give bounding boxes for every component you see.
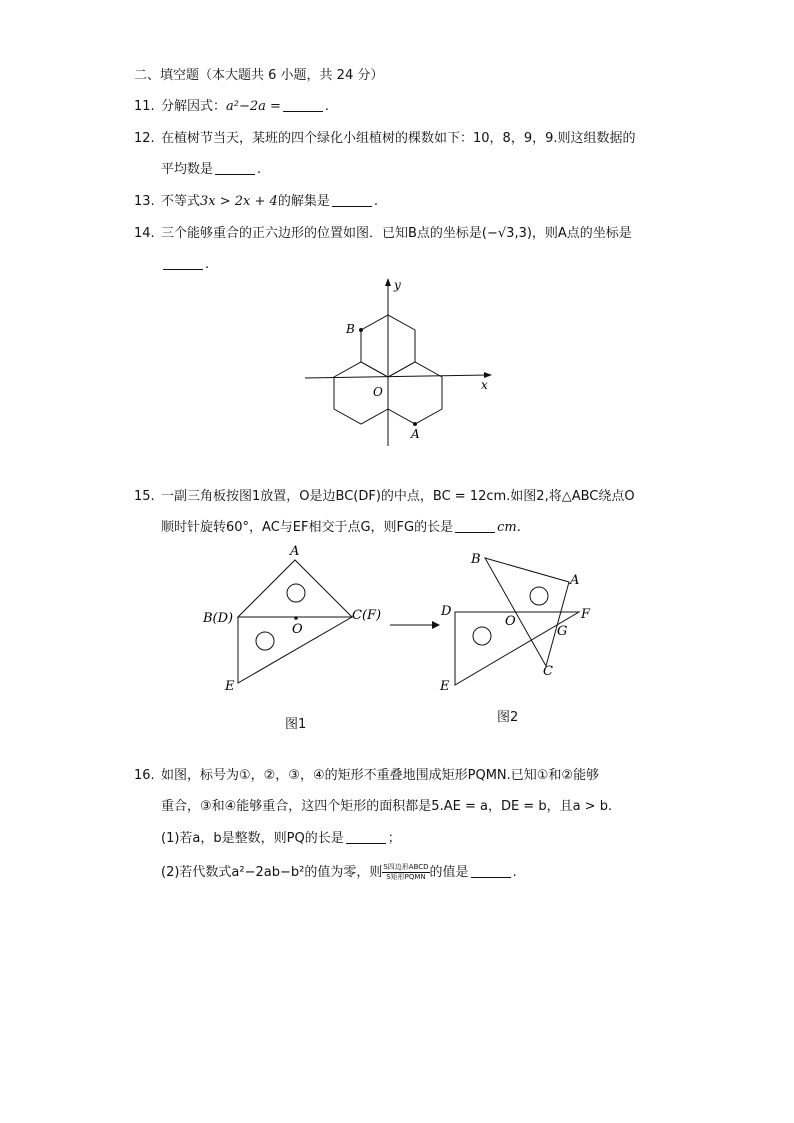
x-axis [305, 375, 488, 378]
hexagon-figure [300, 276, 500, 446]
fraction-denominator: S矩形PQMN [386, 873, 426, 881]
label-a: A [290, 544, 300, 559]
answer-blank[interactable] [346, 830, 386, 844]
question-number: 14. [134, 226, 155, 241]
label-d: D [441, 604, 452, 619]
question-text: 一副三角板按图1放置，O是边BC(DF)的中点，BC = 12cm.如图2,将△ABC绕点O [161, 489, 635, 504]
triangle-abc [238, 560, 352, 617]
section-title: 二、填空题（本大题共 6 小题，共 24 分） [134, 68, 384, 83]
question-12 [134, 130, 636, 148]
question-12-line2 [161, 161, 261, 179]
question-text: 的解集是 [277, 194, 330, 209]
answer-blank[interactable] [163, 256, 203, 270]
answer-blank[interactable] [471, 864, 511, 878]
label-b: B [471, 552, 481, 567]
point-a-label: A [411, 427, 420, 441]
question-16 [134, 767, 599, 785]
question-text: 在植树节当天，某班的四个绿化小组植树的棵数如下：10，8，9，9.则这组数据的 [161, 131, 636, 146]
punctuation: . [205, 257, 210, 272]
x-label: x [481, 378, 488, 392]
hole-circle-bottom [256, 632, 274, 650]
question-text: 不等式 [161, 194, 201, 209]
answer-blank[interactable] [332, 193, 372, 207]
question-13 [134, 193, 378, 211]
question-14 [134, 225, 632, 243]
question-16-part2 [161, 863, 517, 882]
point-a-dot [413, 422, 417, 426]
question-text: 顺时针旋转60°，AC与EF相交于点G，则FG的长是 [161, 520, 454, 535]
question-15-line2 [161, 519, 521, 537]
question-number: 16. [134, 768, 155, 783]
triangle-figure-2 [436, 545, 606, 695]
question-number: 15. [134, 489, 155, 504]
math-expression: 3x > 2x + 4 [200, 194, 278, 209]
hexagon-right [388, 362, 442, 424]
question-number: 13. [134, 194, 155, 209]
figure-1-caption: 图1 [285, 717, 307, 732]
transform-arrow [388, 618, 443, 632]
punctuation: . [373, 194, 378, 209]
question-15 [134, 488, 635, 506]
answer-blank[interactable] [215, 161, 255, 175]
question-text: 三个能够重合的正六边形的位置如图．已知B点的坐标是(−√3,3)，则A点的坐标是 [161, 226, 632, 241]
punctuation: . [512, 865, 517, 880]
question-16-part1 [161, 830, 401, 848]
label-a: A [570, 573, 580, 588]
triangle-figure-1 [195, 538, 395, 703]
unit: cm. [497, 520, 521, 535]
hole-circle-top [530, 587, 548, 605]
question-number: 11. [134, 99, 155, 114]
label-o: O [505, 614, 516, 629]
hole-circle-bottom [473, 627, 491, 645]
label-f: F [581, 607, 591, 622]
question-number: 12. [134, 131, 155, 146]
punctuation: . [257, 162, 262, 177]
label-c: C [543, 664, 553, 679]
question-text: (2)若代数式a²−2ab−b²的值为零，则 [161, 865, 383, 880]
label-o: O [292, 622, 303, 637]
question-text: 重合，③和④能够重合，这四个矩形的面积都是5.AE = a，DE = b，且a > b. [161, 799, 613, 814]
question-text: 如图，标号为①，②，③，④的矩形不重叠地围成矩形PQMN.已知①和②能够 [161, 768, 600, 783]
y-label: y [394, 278, 401, 292]
fraction-numerator: S四边形ABCD [383, 863, 429, 871]
question-16-line2 [161, 798, 612, 816]
point-o-dot [294, 616, 298, 620]
question-11 [134, 98, 329, 116]
point-b-label: B [346, 322, 355, 336]
point-b-dot [359, 328, 363, 332]
origin-label: O [373, 385, 383, 399]
label-bd: B(D) [203, 611, 234, 626]
math-expression: a²−2a = [226, 99, 281, 114]
question-text: 分解因式： [161, 99, 227, 114]
label-e: E [225, 679, 235, 694]
figure-2-caption: 图2 [497, 710, 519, 725]
question-text: (1)若a，b是整数，则PQ的长是 [161, 831, 344, 846]
label-g: G [557, 624, 568, 639]
answer-blank[interactable] [283, 98, 323, 112]
question-14-line2 [161, 256, 209, 274]
punctuation: . [324, 99, 330, 114]
area-ratio-fraction [382, 863, 429, 882]
hole-circle-top [287, 584, 305, 602]
question-text: 的值是 [429, 865, 469, 880]
punctuation: ； [387, 831, 401, 846]
triangle-def [455, 612, 579, 685]
label-e: E [440, 679, 450, 694]
question-text: 平均数是 [161, 162, 214, 177]
y-axis-arrow [385, 278, 391, 286]
answer-blank[interactable] [455, 519, 495, 533]
label-cf: C(F) [352, 608, 382, 623]
